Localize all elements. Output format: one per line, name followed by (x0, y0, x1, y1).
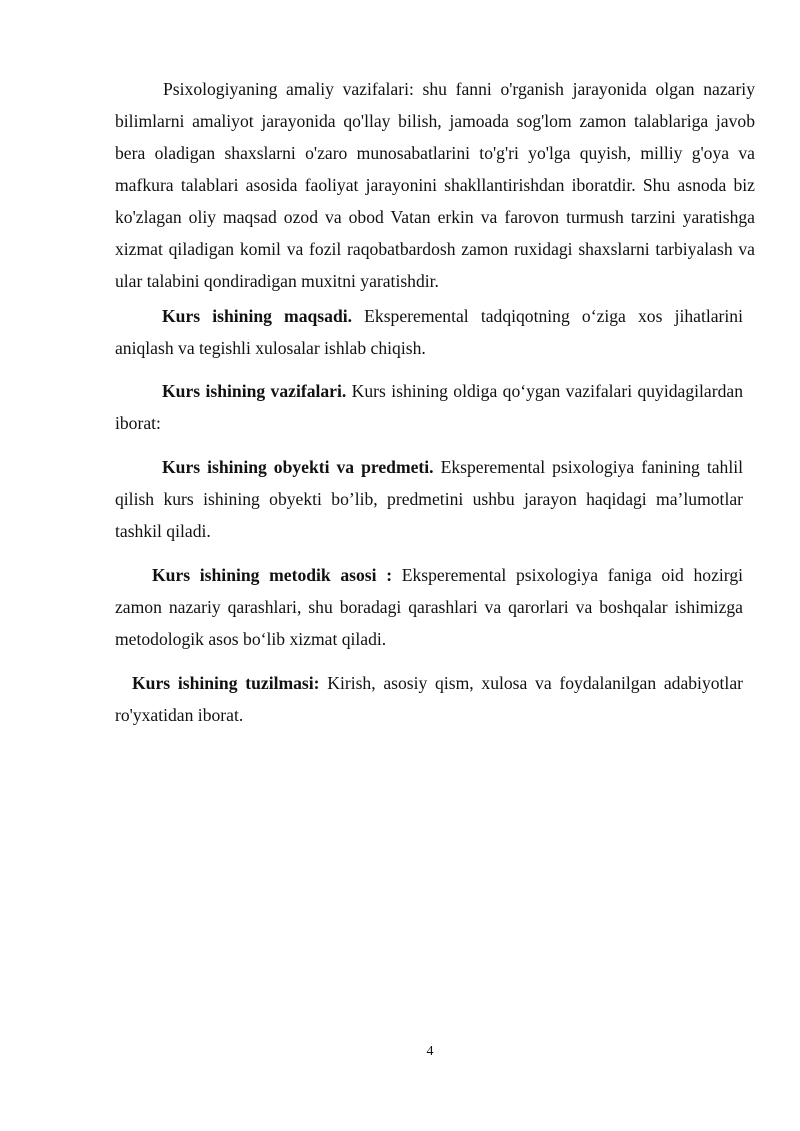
paragraph-course-object (115, 451, 743, 547)
paragraph-heading: Kurs ishining tuzilmasi: (132, 673, 320, 693)
paragraph-structure (115, 667, 743, 731)
paragraph-heading: Kurs ishining metodik asosi : (152, 565, 393, 585)
paragraph-text: Eksperemental psixologiya fanining tahlil qilish kurs ishining obyekti bo’lib, predmetini ushbu jarayon haqidagi ma’lumotlar tashkil qiladi. (115, 457, 743, 541)
paragraph-text: Kirish, asosiy qism, xulosa va foydalanilgan adabiyotlar ro'yxatidan iborat. (115, 673, 743, 725)
paragraph-text: Kurs ishining oldiga qo‘ygan vazifalari quyidagilardan iborat: (115, 381, 743, 433)
paragraph-text: Eksperemental tadqiqotning o‘ziga xos jihatlarini aniqlash va tegishli xulosalar ishlab chiqish. (115, 306, 743, 358)
paragraph-course-tasks (115, 375, 743, 439)
paragraph-heading: Kurs ishining obyekti va predmeti. (162, 457, 434, 477)
paragraph-methodical-basis (115, 559, 743, 655)
paragraph-text: Eksperemental psixologiya faniga oid hozirgi zamon nazariy qarashlari, shu boradagi qarashlari va qarorlari va boshqalar ishimizga metodologik asos bo‘lib xizmat qiladi. (115, 565, 744, 649)
paragraph-course-goal (115, 300, 743, 364)
paragraph-heading: Kurs ishining vazifalari. (162, 381, 347, 401)
page-number: 4 (426, 1044, 434, 1059)
paragraph-practical-tasks (115, 73, 755, 297)
paragraph-text: Psixologiyaning amaliy vazifalari: shu fanni o'rganish jarayonida olgan nazariy bilimlarni amaliyot jarayonida qo'llay bilish, jamoada sog'lom zamon talablariga javob bera oladigan shaxslarni o'zaro munosabatlarini to'g'ri yo'lga quyish, milliy g'oya va mafkura talablari asosida faoliyat jarayonini shakllantirishdan iboratdir. Shu asnoda biz ko'zlagan oliy maqsad ozod va obod Vatan erkin va farovon turmush tarzini yaratishga xizmat qiladigan komil va fozil raqobatbardosh zamon ruxidagi shaxslarni tarbiyalash va ular talabini qondiradigan muxitni yaratishdir. (115, 79, 755, 291)
paragraph-heading: Kurs ishining maqsadi. (162, 306, 353, 326)
